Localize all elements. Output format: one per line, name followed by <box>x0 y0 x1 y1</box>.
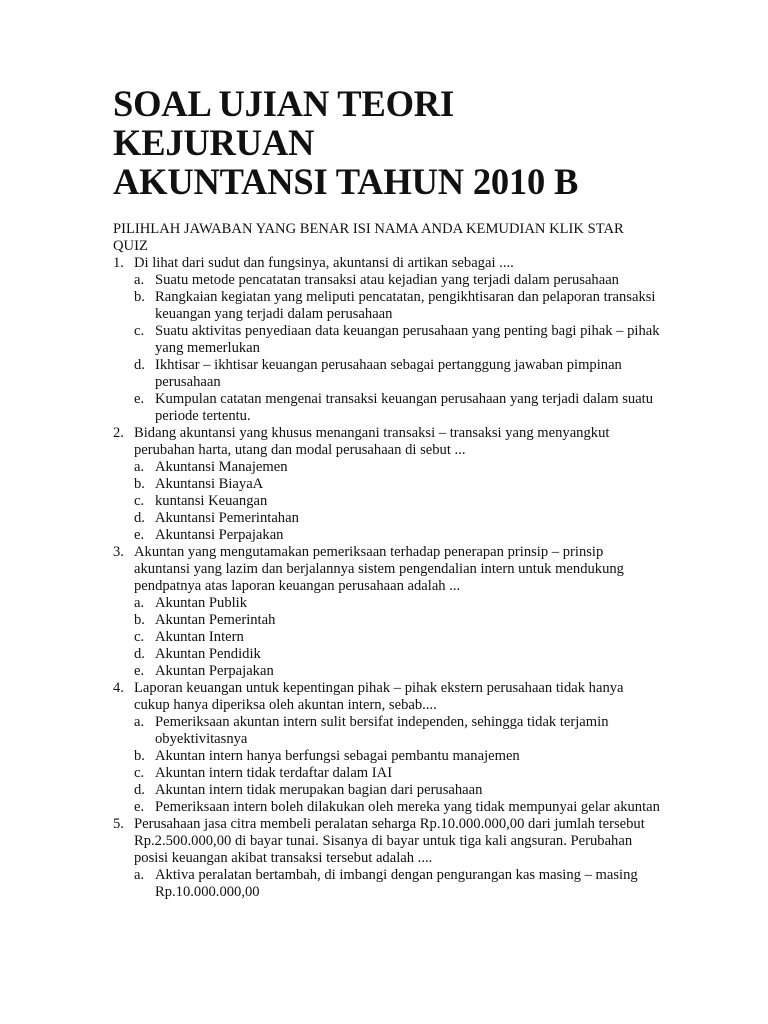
title-line: AKUNTANSI TAHUN 2010 B <box>113 161 579 202</box>
answer-option <box>134 595 661 612</box>
option-letter: a. <box>134 595 145 611</box>
option-letter: d. <box>134 646 145 662</box>
option-list <box>134 595 661 680</box>
answer-option <box>134 357 661 391</box>
option-list <box>134 867 661 901</box>
option-text: Akuntansi Manajemen <box>155 459 288 475</box>
answer-option <box>134 748 661 765</box>
title-line: SOAL UJIAN TEORI KEJURUAN <box>113 83 454 163</box>
option-letter: b. <box>134 748 145 764</box>
option-letter: a. <box>134 867 145 883</box>
question-item <box>113 425 661 544</box>
question-text: Akuntan yang mengutamakan pemeriksaan terhadap penerapan prinsip – prinsip akuntansi yang lazim dan berjalannya sistem pengendalian intern untuk mendukung pendpatnya atas laporan keuangan perusahaan adalah ... <box>134 544 624 594</box>
option-letter: e. <box>134 799 145 815</box>
option-text: Akuntan Perpajakan <box>155 663 274 679</box>
answer-option <box>134 391 661 425</box>
option-letter: a. <box>134 714 145 730</box>
answer-option <box>134 663 661 680</box>
answer-option <box>134 272 661 289</box>
answer-option <box>134 527 661 544</box>
question-item <box>113 816 661 901</box>
option-list <box>134 272 661 425</box>
question-text: Di lihat dari sudut dan fungsinya, akuntansi di artikan sebagai .... <box>134 255 514 271</box>
answer-option <box>134 476 661 493</box>
option-letter: d. <box>134 782 145 798</box>
option-letter: c. <box>134 765 145 781</box>
option-letter: d. <box>134 510 145 526</box>
option-letter: b. <box>134 289 145 305</box>
answer-option <box>134 714 661 748</box>
question-list <box>113 255 661 901</box>
answer-option <box>134 459 661 476</box>
question-text: Perusahaan jasa citra membeli peralatan seharga Rp.10.000.000,00 dari jumlah tersebut Rp.2.500.000,00 di bayar tunai. Sisanya di bayar untuk tiga kali angsuran. Perubahan posisi keuangan akibat transaksi tersebut adalah .... <box>134 816 645 866</box>
option-letter: c. <box>134 629 145 645</box>
option-text: Akuntan intern tidak merupakan bagian dari perusahaan <box>155 782 483 798</box>
option-letter: a. <box>134 272 145 288</box>
document-page <box>113 84 661 901</box>
answer-option <box>134 493 661 510</box>
question-text: Laporan keuangan untuk kepentingan pihak – pihak ekstern perusahaan tidak hanya cukup hanya diperiksa oleh akuntan intern, sebab.... <box>134 680 624 713</box>
question-text: Bidang akuntansi yang khusus menangani transaksi – transaksi yang menyangkut perubahan harta, utang dan modal perusahaan di sebut ... <box>134 425 610 458</box>
question-number: 2. <box>113 425 124 441</box>
answer-option <box>134 510 661 527</box>
option-letter: b. <box>134 476 145 492</box>
answer-option <box>134 799 661 816</box>
option-text: Kumpulan catatan mengenai transaksi keuangan perusahaan yang terjadi dalam suatu periode tertentu. <box>155 391 654 424</box>
question-number: 5. <box>113 816 124 832</box>
option-text: Akuntan intern hanya berfungsi sebagai pembantu manajemen <box>155 748 520 764</box>
option-text: kuntansi Keuangan <box>155 493 268 509</box>
option-list <box>134 459 661 544</box>
answer-option <box>134 323 661 357</box>
option-letter: c. <box>134 323 145 339</box>
answer-option <box>134 646 661 663</box>
instruction: PILIHLAH JAWABAN YANG BENAR ISI NAMA ANDA KEMUDIAN KLIK STAR QUIZ <box>113 221 624 254</box>
question-number: 3. <box>113 544 124 560</box>
option-text: Akuntan intern tidak terdaftar dalam IAI <box>155 765 393 781</box>
question-number: 1. <box>113 255 124 271</box>
answer-option <box>134 289 661 323</box>
option-text: Pemeriksaan intern boleh dilakukan oleh mereka yang tidak mempunyai gelar akuntan <box>155 799 660 815</box>
question-number: 4. <box>113 680 124 696</box>
option-text: Suatu metode pencatatan transaksi atau kejadian yang terjadi dalam perusahaan <box>155 272 619 288</box>
option-letter: b. <box>134 612 145 628</box>
answer-option <box>134 612 661 629</box>
option-text: Akuntan Pendidik <box>155 646 261 662</box>
option-text: Pemeriksaan akuntan intern sulit bersifat independen, sehingga tidak terjamin obyektivitasnya <box>155 714 609 747</box>
question-item <box>113 544 661 680</box>
option-text: Akuntan Pemerintah <box>155 612 276 628</box>
option-letter: e. <box>134 391 145 407</box>
option-list <box>134 714 661 816</box>
option-text: Rangkaian kegiatan yang meliputi pencatatan, pengikhtisaran dan pelaporan transaksi keuangan yang terjadi dalam perusahaan <box>155 289 656 322</box>
option-text: Aktiva peralatan bertambah, di imbangi dengan pengurangan kas masing – masing Rp.10.000.000,00 <box>155 867 638 900</box>
question-item <box>113 680 661 816</box>
option-letter: d. <box>134 357 145 373</box>
answer-option <box>134 867 661 901</box>
answer-option <box>134 765 661 782</box>
option-text: Akuntan Intern <box>155 629 244 645</box>
option-letter: a. <box>134 459 145 475</box>
document-title <box>113 84 661 201</box>
option-text: Akuntan Publik <box>155 595 248 611</box>
option-letter: e. <box>134 663 145 679</box>
option-text: Akuntansi Perpajakan <box>155 527 284 543</box>
question-item <box>113 255 661 425</box>
option-text: Suatu aktivitas penyediaan data keuangan perusahaan yang penting bagi pihak – pihak yang memerlukan <box>155 323 660 356</box>
answer-option <box>134 629 661 646</box>
option-text: Ikhtisar – ikhtisar keuangan perusahaan sebagai pertanggung jawaban pimpinan perusahaan <box>155 357 622 390</box>
option-text: Akuntansi Pemerintahan <box>155 510 299 526</box>
answer-option <box>134 782 661 799</box>
option-letter: c. <box>134 493 145 509</box>
option-text: Akuntansi BiayaA <box>155 476 264 492</box>
option-letter: e. <box>134 527 145 543</box>
